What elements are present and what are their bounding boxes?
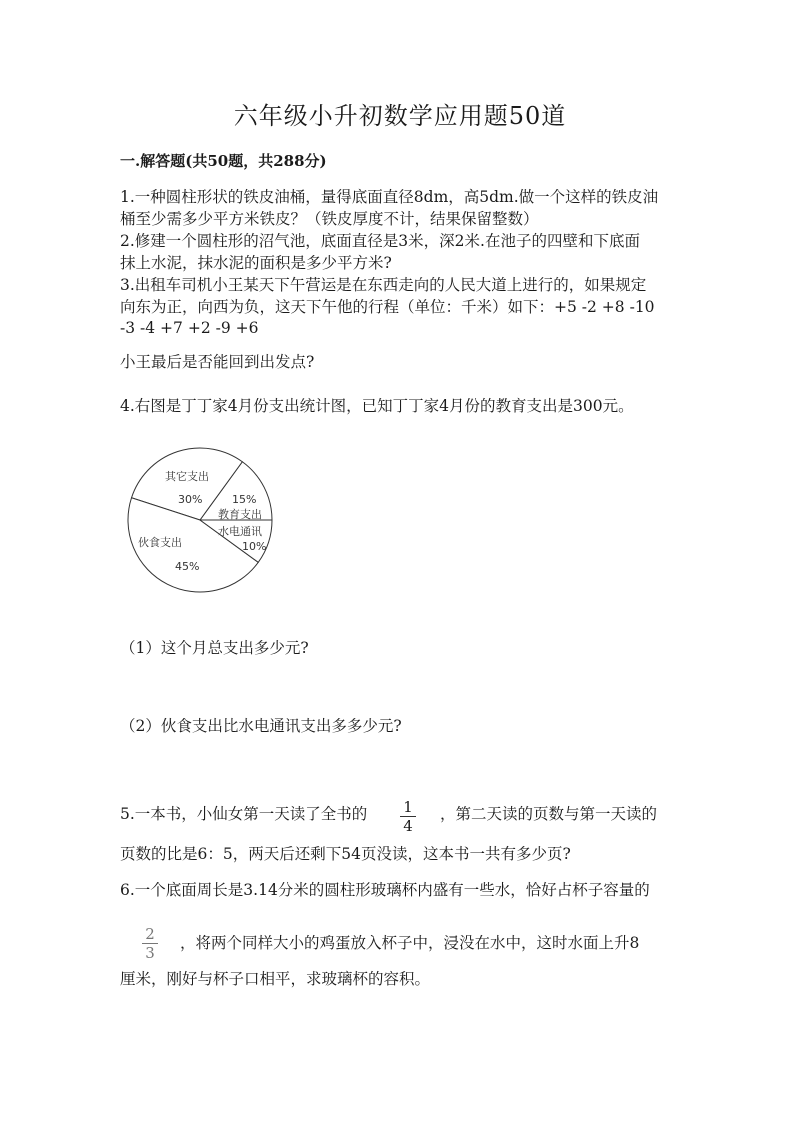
slice-label-utilities: 水电通讯 bbox=[218, 525, 262, 538]
section-heading: 一.解答题(共50题，共288分) bbox=[120, 152, 327, 170]
page-title: 六年级小升初数学应用题50道 bbox=[233, 102, 567, 130]
q5-part1: 5.一本书，小仙女第一天读了全书的 bbox=[120, 805, 368, 823]
slice-label-other: 其它支出 bbox=[165, 470, 209, 483]
q6-fraction bbox=[140, 926, 160, 961]
q6-fraction-numerator: 2 bbox=[145, 925, 155, 943]
q5-part2: ，第二天读的页数与第一天读的 bbox=[440, 805, 658, 823]
q6-line1: 6.一个底面周长是3.14分米的圆柱形玻璃杯内盛有一些水，恰好占杯子容量的 bbox=[120, 881, 650, 899]
q1-line2: 桶至少需多少平方米铁皮？（铁皮厚度不计，结果保留整数） bbox=[120, 210, 539, 228]
q5-fraction-denominator: 4 bbox=[403, 817, 413, 835]
q3-line1: 3.出租车司机小王某天下午营运是在东西走向的人民大道上进行的，如果规定 bbox=[120, 276, 647, 294]
q5-line2: 页数的比是6：5，两天后还剩下54页没读，这本书一共有多少页? bbox=[120, 845, 571, 863]
q6-fraction-denominator: 3 bbox=[145, 944, 155, 962]
q3-line2: 向东为正，向西为负，这天下午他的行程（单位：千米）如下：+5 -2 +8 -10 bbox=[120, 298, 655, 316]
slice-percent-other: 30% bbox=[178, 493, 203, 506]
pie-chart bbox=[120, 440, 290, 600]
q6-part2: ，将两个同样大小的鸡蛋放入杯子中，浸没在水中，这时水面上升8 bbox=[180, 934, 640, 952]
slice-percent-education: 15% bbox=[232, 493, 257, 506]
q5-fraction bbox=[398, 799, 418, 834]
q4-sub1: （1）这个月总支出多少元? bbox=[120, 639, 309, 657]
q5-fraction-numerator: 1 bbox=[403, 798, 413, 816]
slice-percent-food: 45% bbox=[175, 560, 200, 573]
q3-line4: 小王最后是否能回到出发点? bbox=[120, 353, 315, 371]
slice-label-education: 教育支出 bbox=[218, 508, 262, 521]
q3-line3: -3 -4 +7 +2 -9 +6 bbox=[120, 319, 259, 337]
q2-line2: 抹上水泥，抹水泥的面积是多少平方米? bbox=[120, 254, 392, 272]
q4-line1: 4.右图是丁丁家4月份支出统计图，已知丁丁家4月份的教育支出是300元。 bbox=[120, 397, 634, 415]
q2-line1: 2.修建一个圆柱形的沼气池，底面直径是3米，深2米.在池子的四壁和下底面 bbox=[120, 232, 640, 250]
q1-line1: 1.一种圆柱形状的铁皮油桶，量得底面直径8dm，高5dm.做一个这样的铁皮油 bbox=[120, 188, 659, 206]
slice-label-food: 伙食支出 bbox=[138, 536, 182, 549]
slice-percent-utilities: 10% bbox=[242, 540, 267, 553]
q4-sub2: （2）伙食支出比水电通讯支出多多少元? bbox=[120, 717, 402, 735]
q6-line3: 厘米，刚好与杯子口相平，求玻璃杯的容积。 bbox=[120, 970, 431, 988]
